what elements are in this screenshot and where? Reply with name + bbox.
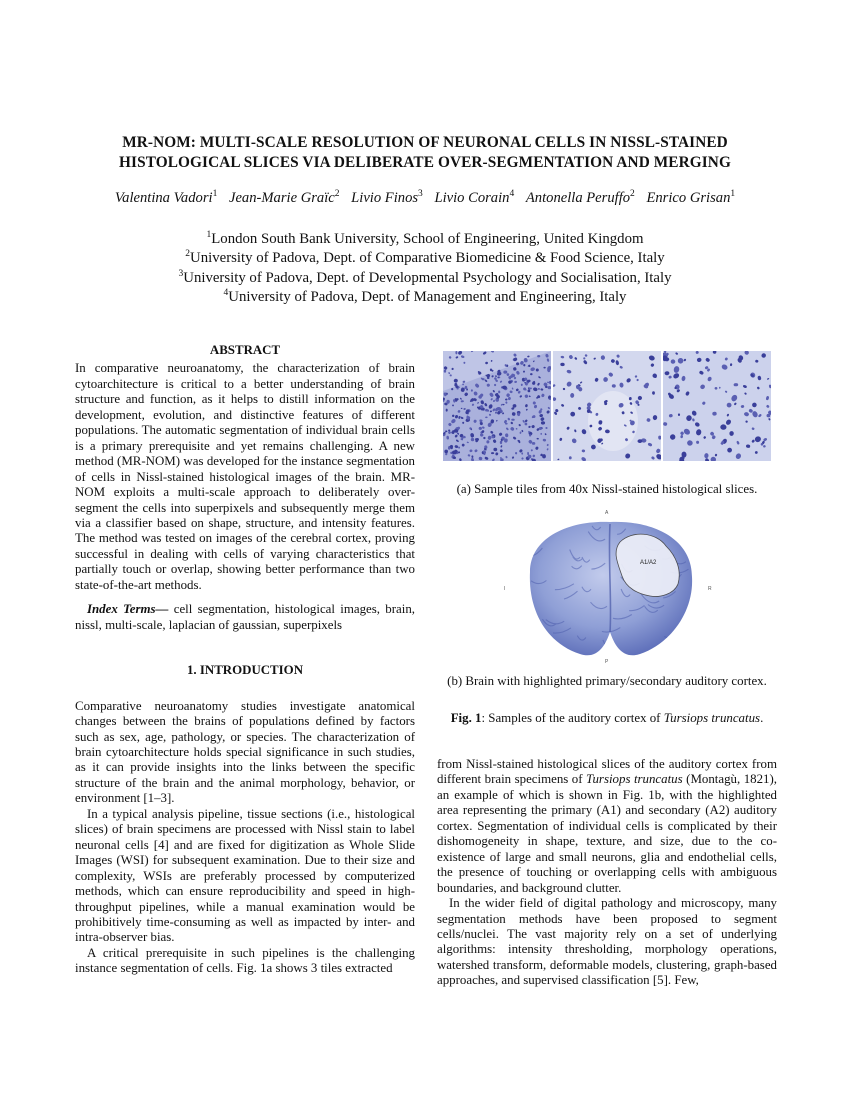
index-terms-text: cell segmentation, histological images, brain, nissl, multi-scale, laplacian of gaussian, superpixels [75, 602, 415, 632]
author: Enrico Grisan$^1$ [646, 189, 736, 206]
abstract-heading: ABSTRACT [209, 343, 281, 357]
intro-paragraph-2: In a typical analysis pipeline, tissue sections (i.e., histological slices) of brain specimens are processed with Nissl stain to label neuronal cells [4] and are fixed for digitization as Whole Slide Images (WSI) for subsequent examination. Due to their size and complexity, WSIs are preferably processed by computerized methods, which can ensure reproducibility and speed in high-throughput pipelines, while a manual examination would be prohibitively time-consuming as well as impacted by inter- and intra-observer bias. [75, 806, 415, 945]
cell [485, 409, 488, 412]
cell [715, 387, 718, 390]
orientation-label-right: R [708, 586, 712, 592]
author: Jean-Marie Graïc$^2$ [228, 189, 340, 206]
orientation-label-top: A [605, 510, 609, 516]
cell [462, 422, 464, 424]
orientation-label-bottom: P [605, 659, 609, 665]
index-terms-label: Index Terms— [87, 602, 169, 617]
paper-title [60, 133, 790, 172]
region-label: A1/A2 [640, 560, 657, 566]
figure-caption-a: (a) Sample tiles from 40x Nissl-stained histological slices. [456, 482, 758, 496]
histology-tiles-image [443, 351, 771, 461]
brain-image [500, 512, 720, 668]
title-line-1: MR-NOM: MULTI-SCALE RESOLUTION OF NEURONAL CELLS IN NISSL-STAINED [122, 134, 728, 151]
cell [446, 409, 448, 412]
left-column [75, 343, 415, 977]
author: Livio Finos$^3$ [351, 189, 423, 206]
orientation-label-left: I [504, 586, 506, 592]
figure-number: Fig. 1 [450, 711, 482, 725]
species-name: Tursiops truncatus [663, 711, 761, 725]
author-list [40, 190, 810, 207]
affiliation: $^1$London South Bank University, School of Engineering, United Kingdom [206, 230, 644, 247]
right-column [437, 757, 777, 989]
author: Antonella Peruffo$^2$ [525, 189, 635, 206]
intro-paragraph-1: Comparative neuroanatomy studies investigate anatomical changes between the brains of populations defined by factors such as sex, age, pathology, or species. The characterization of brain cytoarchitecture holds special significance in such studies, as it can provide insights into the links between the specific structure of the brain and the animal morphology, behavior, or environment [1–3]. [75, 698, 415, 806]
affiliation: $^2$University of Padova, Dept. of Comparative Biomedicine & Food Science, Italy [185, 249, 665, 267]
figure-1-caption: Fig. 1: Samples of the auditory cortex of Tursiops truncatus. [450, 711, 764, 725]
right-paragraph-1: from Nissl-stained histological slices of the auditory cortex from different brain specimens of Tursiops truncatus (Montagù, 1821), an example of which is shown in Fig. 1b, with the highlighted area representing the primary (A1) and secondary (A2) auditory cortex. Segmentation of individual cells is complicated by their dishomogeneity in shape, texture, and size, due to the co-existence of large and small neurons, glia and endothelial cells, the presence of touching or overlapping cells with ambiguous boundaries, and background clutter. [437, 757, 777, 895]
affiliation: $^3$University of Padova, Dept. of Developmental Psychology and Socialisation, Italy [178, 268, 672, 286]
title-line-2: HISTOLOGICAL SLICES VIA DELIBERATE OVER-SEGMENTATION AND MERGING [119, 153, 731, 171]
cell [511, 419, 514, 421]
gyrus [690, 601, 706, 609]
section-heading-introduction: 1. INTRODUCTION [186, 663, 304, 678]
intro-paragraph-3: A critical prerequisite in such pipelines is the challenging instance segmentation of cells. Fig. 1a shows 3 tiles extracted [75, 945, 415, 976]
affiliation: $^4$University of Padova, Dept. of Management and Engineering, Italy [223, 288, 627, 306]
index-terms [75, 602, 415, 633]
author: Valentina Vadori$^1$ [114, 189, 218, 206]
gyrus [672, 644, 687, 648]
author: Livio Corain$^4$ [434, 189, 515, 206]
right-paragraph-2: In the wider field of digital pathology and microscopy, many segmentation methods have been proposed to segment cells/nuclei. The vast majority rely on a set of underlying algorithms: intensity thresholding, morphology operations, watershed transform, deformable models, clustering, graph-based approaches, and supervised classification [5]. Few, [437, 896, 777, 988]
affiliations [40, 230, 810, 308]
figure-caption-b: (b) Brain with highlighted primary/secondary auditory cortex. [447, 674, 767, 688]
abstract-body: In comparative neuroanatomy, the characterization of brain cytoarchitecture is critical to a better understanding of brain structure and function, as it helps to distill information on the development, evolution, and distinctive features of different populations. The automatic segmentation of individual brain cells is a primary prerequisite and yet remains challenging. A new method (MR-NOM) was developed for the instance segmentation of cells in Nissl-stained histological images of the brain. MR-NOM exploits a multi-scale approach to deliberately over-segment the cells into superpixels and subsequently merge them via a classifier based on shape, structure, and intensity features. The method was tested on images of the cerebral cortex, proving successful in dealing with cells of varying characteristics that partially touch or overlap, showing better performance than two state-of-the-art methods. [75, 361, 415, 592]
